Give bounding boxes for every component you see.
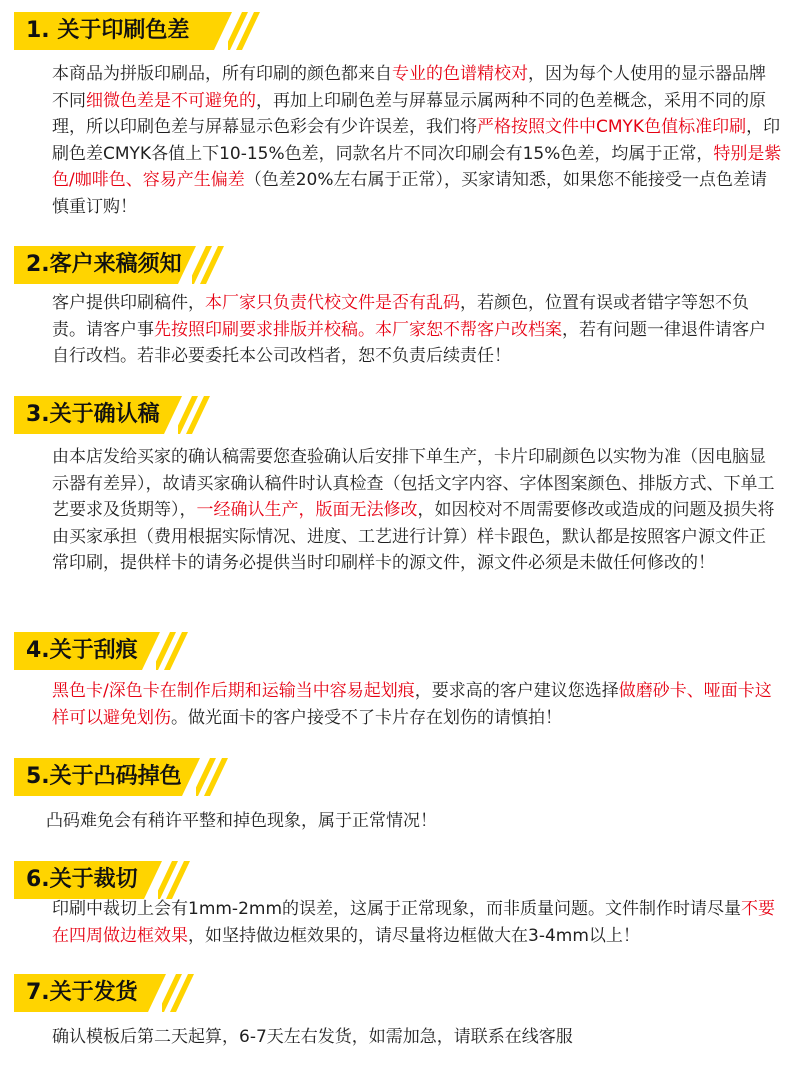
body-text-segment: ，若颜色，位置有误或者错字等恕不负责。请客户事 <box>52 293 749 340</box>
body-text-segment: ，再加上印刷色差与屏幕显示属两种不同的色差概念，采用不同的原理，所以印刷色差与屏幕显示色彩会有少许误差，我们将 <box>52 90 766 137</box>
body-text-segment: 印刷中裁切上会有1mm-2mm的误差，这属于正常现象，而非质量问题。文件制作时请尽量 <box>52 899 742 919</box>
highlight-text: 做磨砂卡、哑面卡这样可以避免划伤 <box>52 681 772 728</box>
body-text-segment: 由本店发给买家的确认稿需要您查验确认后安排下单生产，卡片印刷颜色以实物为准（因电脑显示器有差异），故请买家确认稿件时认真检查（包括文字内容、字体图案颜色、排版方式、下单工艺要求及货期等）， <box>52 447 775 520</box>
section-title: 1. 关于印刷色差 <box>26 18 190 43</box>
body-text-segment: 确认模板后第二天起算，6-7天左右发货，如需加急，请联系在线客服 <box>52 1027 573 1047</box>
body-text-segment: 。做光面卡的客户接受不了卡片存在划伤的请慎拍！ <box>171 707 562 728</box>
section-1-body <box>52 61 782 220</box>
highlight-text: 细微色差是不可避免的 <box>86 90 256 111</box>
section-3-body <box>52 444 782 577</box>
body-text-segment: 本商品为拼版印刷品，所有印刷的颜色都来自 <box>52 64 392 84</box>
section-title: 7.关于发货 <box>26 980 138 1005</box>
body-text-segment: 客户提供印刷稿件， <box>52 293 205 313</box>
header-stripes-icon <box>162 974 196 1012</box>
highlight-text: 本厂家只负责代校文件是否有乱码 <box>205 293 460 313</box>
body-text-segment: ，若有问题一律退件请客户自行改档。若非必要委托本公司改档者，恕不负责后续责任！ <box>52 319 766 366</box>
header-stripes-icon <box>158 861 192 899</box>
section-4-body <box>52 678 782 731</box>
highlight-text: 黑色卡/深色卡在制作后期和运输当中容易起划痕 <box>52 681 415 701</box>
body-text-segment: （色差20%左右属于正常），买家请知悉，如果您不能接受一点色差请慎重订购！ <box>52 170 768 217</box>
highlight-text: 不要在四周做边框效果 <box>52 899 776 946</box>
body-text-segment: ，印刷色差CMYK各值上下10-15%色差，同款名片不同次印刷会有15%色差，均属于正常， <box>52 117 781 164</box>
section-title: 2.客户来稿须知 <box>26 252 182 277</box>
header-stripes-icon <box>196 758 230 796</box>
body-text-segment: ，如因校对不周需要修改或造成的问题及损失将由买家承担（费用根据实际情况、进度、工艺进行计算）样卡跟色，默认都是按照客户源文件正常印刷，提供样卡的请务必提供当时印刷样卡的源文件，源文件必须是未做任何修改的！ <box>52 500 775 573</box>
highlight-text: 专业的色谱精校对 <box>392 64 528 84</box>
highlight-text: 先按照印刷要求排版并校稿。本厂家恕不帮客户改档案 <box>154 319 562 340</box>
section-title: 3.关于确认稿 <box>26 402 160 427</box>
body-text-segment: 凸码难免会有稍许平整和掉色现象，属于正常情况！ <box>46 811 437 831</box>
section-5-body <box>46 808 776 835</box>
section-2-body <box>52 290 782 370</box>
highlight-text: 特别是紫色/咖啡色、容易产生偏差 <box>52 143 782 190</box>
highlight-text: 一经确认生产，版面无法修改 <box>196 500 418 520</box>
highlight-text: 严格按照文件中CMYK色值标准印刷 <box>477 117 747 137</box>
section-6-body <box>52 896 782 949</box>
body-text-segment: ，如坚持做边框效果的，请尽量将边框做大在3-4mm以上！ <box>188 925 640 946</box>
header-stripes-icon <box>156 632 190 670</box>
section-title: 5.关于凸码掉色 <box>26 764 182 789</box>
section-title: 4.关于刮痕 <box>26 638 138 663</box>
section-title: 6.关于裁切 <box>26 867 138 892</box>
body-text-segment: ，因为每个人使用的显示器品牌不同 <box>52 64 766 111</box>
body-text-segment: ，要求高的客户建议您选择 <box>414 681 619 701</box>
section-7-body <box>52 1024 782 1051</box>
header-stripes-icon <box>178 396 212 434</box>
header-stripes-icon <box>228 12 262 50</box>
header-stripes-icon <box>192 246 226 284</box>
